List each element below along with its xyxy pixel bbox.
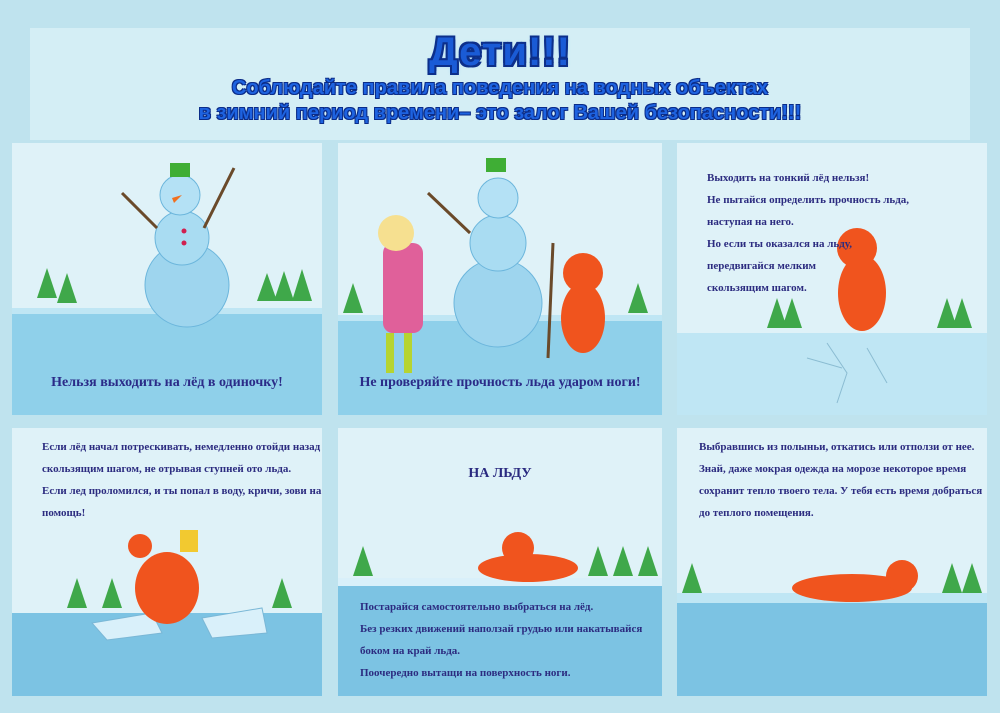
panel-3-line: наступая на него. [707,216,794,228]
panel-6-line: до теплого помещения. [699,507,814,519]
panel-2-caption: Не проверяйте прочность льда ударом ноги! [359,375,641,390]
poster-title: Дети!!! [429,30,571,74]
panel-2 [338,143,662,415]
panel-5-line: Без резких движений наползай грудью или накатывайся [360,623,643,635]
panel-5 [338,428,662,696]
tree-group-left [37,268,77,303]
panel-3-line: Не пытайся определить прочность льда, [707,194,910,206]
panel-4-line: Если лед проломился, и ты попал в воду, кричи, зови на [42,485,322,497]
panel-1 [12,143,322,415]
panel-3-line: Выходить на тонкий лёд нельзя! [707,172,870,184]
panel-3 [677,143,987,415]
panel-3-line: скользящим шагом. [707,282,807,294]
panel-3-text [707,167,909,299]
panel-4 [12,428,322,696]
snowman-icon [122,163,234,327]
subtitle-line-1: Соблюдайте правила поведения на водных объектах [231,77,769,99]
panel-5-line: Постарайся самостоятельно выбраться на лёд. [360,601,594,613]
panel-4-text [42,436,321,524]
cat-icon [478,532,578,582]
panel-6 [677,428,987,696]
panel-1-caption: Нельзя выходить на лёд в одиночку! [51,375,283,390]
panel-4-line: Если лёд начал потрескивать, немедленно отойди назад [42,441,321,453]
panel-6-line: Знай, даже мокрая одежда на морозе некоторое время [699,463,967,475]
panel-5-heading: НА ЛЬДУ [468,466,532,481]
tree-group-right [257,269,312,301]
panel-3-line: передвигайся мелким [707,260,817,272]
panel-6-line: Выбравшись из полыньи, откатись или отползи от нее. [699,441,975,453]
panel-5-line: боком на край льда. [360,645,461,657]
cat-icon [792,560,918,602]
panel-5-line: Поочередно вытащи на поверхность ноги. [360,667,571,679]
panel-6-text [699,436,982,524]
panel-6-line: сохранит тепло твоего тела. У тебя есть время добраться [699,485,983,497]
cat-icon [128,530,199,624]
subtitle-line-2: в зимний период времени– это залог Вашей безопасности!!! [198,102,802,124]
panel-4-line: помощь! [42,507,86,519]
panel-3-line: Но если ты оказался на льду, [707,238,852,250]
poster-subtitle [0,76,1000,126]
panel-5-text [360,596,642,684]
panel-4-line: скользящим шагом, не отрывая ступней ото льда. [42,463,292,475]
